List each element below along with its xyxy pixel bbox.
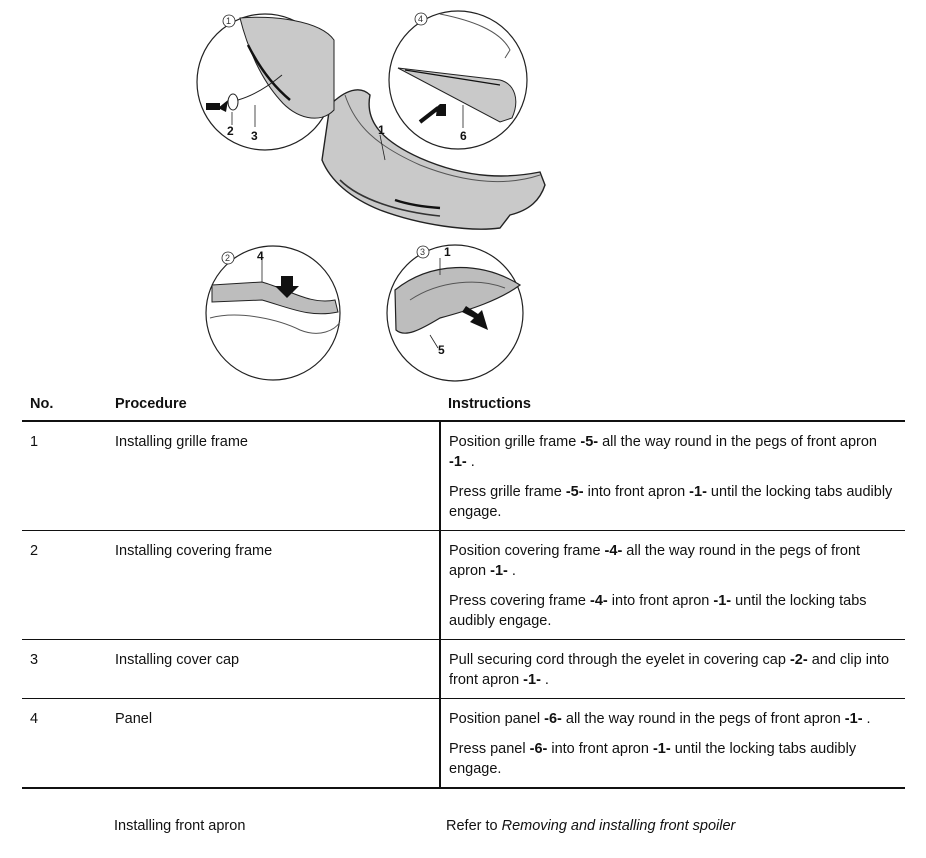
view-number-1: 1 (226, 16, 232, 26)
callout-4: 4 (257, 249, 264, 263)
instruction-paragraph: Press panel -6- into front apron -1- until the locking tabs audibly engage. (449, 741, 857, 777)
instruction-paragraph: Position covering frame -4- all the way round in the pegs of front apron -1- . (449, 543, 861, 579)
view-number-2: 2 (225, 253, 231, 263)
header-no: No. (22, 390, 107, 421)
front-apron-diagram (0, 0, 926, 385)
footer-reference (446, 818, 735, 834)
view-number-3: 3 (420, 247, 426, 257)
callout-6: 6 (460, 129, 467, 143)
row-number: 2 (22, 531, 107, 640)
callout-3: 3 (251, 129, 258, 143)
view-number-4: 4 (418, 14, 424, 24)
part-reference: -6- (529, 741, 548, 757)
part-reference: -2- (789, 652, 808, 668)
part-reference: -1- (652, 741, 671, 757)
callout-1-main: 1 (378, 123, 385, 137)
row-instructions (440, 699, 905, 789)
refer-prefix: Refer to (446, 818, 502, 834)
part-reference: -1- (713, 593, 732, 609)
row-procedure: Installing covering frame (107, 531, 440, 640)
part-reference: -1- (689, 484, 707, 500)
detail-view-1 (197, 14, 334, 150)
row-procedure: Panel (107, 699, 440, 789)
table-row (22, 699, 905, 789)
part-reference: -5- (565, 484, 584, 500)
row-instructions (440, 531, 905, 640)
callout-5: 5 (438, 343, 445, 357)
row-number: 1 (22, 421, 107, 531)
row-number: 4 (22, 699, 107, 789)
callout-2: 2 (227, 124, 234, 138)
part-reference: -1- (844, 711, 863, 727)
table-header-row (22, 390, 905, 421)
part-reference: -1- (490, 563, 508, 579)
part-reference: -1- (449, 454, 467, 470)
technical-illustration (0, 0, 926, 385)
row-number: 3 (22, 640, 107, 699)
instruction-paragraph: Press grille frame -5- into front apron -1- until the locking tabs audibly engage. (449, 484, 893, 520)
procedure-table (22, 390, 905, 789)
header-instructions: Instructions (440, 390, 905, 421)
instruction-paragraph: Position grille frame -5- all the way round in the pegs of front apron -1- . (449, 434, 877, 470)
detail-view-2 (206, 246, 340, 380)
detail-view-4 (389, 11, 527, 149)
footer-procedure: Installing front apron (114, 818, 246, 834)
table-row (22, 531, 905, 640)
callout-1-detail: 1 (444, 245, 451, 259)
part-reference: -6- (544, 711, 562, 727)
row-instructions (440, 421, 905, 531)
part-reference: -4- (604, 543, 623, 559)
part-reference: -4- (590, 593, 608, 609)
row-procedure: Installing cover cap (107, 640, 440, 699)
table-row (22, 640, 905, 699)
instruction-paragraph: Press covering frame -4- into front apron -1- until the locking tabs audibly engage. (449, 593, 867, 629)
row-procedure: Installing grille frame (107, 421, 440, 531)
instruction-paragraph: Position panel -6- all the way round in the pegs of front apron -1- . (449, 711, 871, 727)
row-instructions (440, 640, 905, 699)
refer-link[interactable]: Removing and installing front spoiler (501, 818, 736, 834)
part-reference: -1- (523, 672, 541, 688)
detail-view-3 (387, 245, 523, 381)
instruction-paragraph: Pull securing cord through the eyelet in covering cap -2- and clip into front apron -1- . (449, 652, 890, 688)
part-reference: -5- (580, 434, 599, 450)
table-row (22, 421, 905, 531)
header-procedure: Procedure (107, 390, 440, 421)
